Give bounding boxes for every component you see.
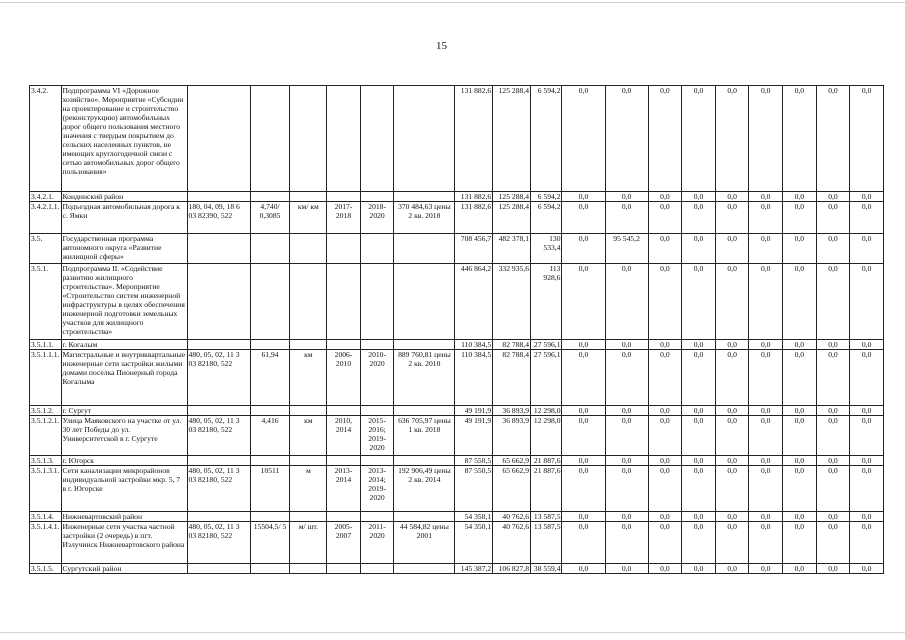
cell-v11: 0,0 [816, 264, 850, 340]
cell-v5: 0,0 [605, 192, 648, 202]
cell-name: Магистральные и внутриквартальные инженерные сети застройки жилыми домами поселка Пионерный города Когалыма [61, 350, 187, 406]
cell-kbk [187, 456, 250, 466]
cell-code: 3.5.1.5. [30, 564, 62, 574]
cell-v10: 0,0 [783, 264, 817, 340]
cell-kbk [187, 264, 250, 340]
cell-kbk [187, 86, 250, 192]
cell-v9: 0,0 [749, 192, 783, 202]
cell-period [327, 512, 361, 522]
cell-v10: 0,0 [783, 456, 817, 466]
cell-v3: 12 298,0 [530, 406, 562, 416]
cell-term [360, 340, 394, 350]
cell-v1: 131 882,6 [455, 86, 493, 192]
cell-v10: 0,0 [783, 86, 817, 192]
table-row [30, 340, 884, 350]
cell-v11: 0,0 [816, 192, 850, 202]
cell-v5: 0,0 [605, 350, 648, 406]
table-row [30, 522, 884, 564]
table-row [30, 456, 884, 466]
cell-name: Подпрограмма II. «Содействие развитию жилищного строительства». Мероприятие «Строительство систем инженерной инфраструктуры в целях обеспечения инженерной подготовки земельных участков для жилищного строительства» [61, 264, 187, 340]
cell-v4: 0,0 [562, 340, 605, 350]
table-row [30, 86, 884, 192]
cell-v12: 0,0 [850, 564, 884, 574]
cell-kbk: 480, 05, 02, 11 3 03 82180, 522 [187, 416, 250, 456]
cell-v1: 54 350,1 [455, 522, 493, 564]
cell-cost: 370 484,63 цены 2 кв. 2018 [394, 202, 455, 234]
cell-v2: 65 662,9 [493, 456, 531, 466]
cell-cost [394, 192, 455, 202]
cell-v8: 0,0 [715, 234, 749, 264]
cell-kbk: 480, 05, 02, 11 3 03 82180, 522 [187, 350, 250, 406]
cell-period: 2017-2018 [327, 202, 361, 234]
cell-v10: 0,0 [783, 522, 817, 564]
cell-term [360, 86, 394, 192]
cell-v9: 0,0 [749, 564, 783, 574]
cell-v10: 0,0 [783, 466, 817, 512]
cell-v5: 0,0 [605, 512, 648, 522]
cell-code: 3.5.1.4.1. [30, 522, 62, 564]
cell-v5: 0,0 [605, 522, 648, 564]
cell-v7: 0,0 [682, 234, 716, 264]
cell-v2: 36 893,9 [493, 406, 531, 416]
cell-v12: 0,0 [850, 512, 884, 522]
cell-v5: 0,0 [605, 466, 648, 512]
cell-cost [394, 512, 455, 522]
cell-v7: 0,0 [682, 202, 716, 234]
cell-v11: 0,0 [816, 350, 850, 406]
table-body [30, 86, 884, 574]
cell-term: 2011-2020 [360, 522, 394, 564]
cell-period [327, 456, 361, 466]
cell-v6: 0,0 [648, 86, 682, 192]
cell-cost [394, 340, 455, 350]
cell-term [360, 512, 394, 522]
cell-v4: 0,0 [562, 234, 605, 264]
cell-code: 3.5.1.2. [30, 406, 62, 416]
cell-v1: 110 384,5 [455, 340, 493, 350]
cell-v7: 0,0 [682, 264, 716, 340]
cell-code: 3.5.1.3.1. [30, 466, 62, 512]
cell-v7: 0,0 [682, 192, 716, 202]
cell-v3: 13 587,5 [530, 522, 562, 564]
cell-kbk: 180, 04, 09, 18 6 03 82390, 522 [187, 202, 250, 234]
cell-name: г. Югорск [61, 456, 187, 466]
cell-v7: 0,0 [682, 416, 716, 456]
cell-v5: 0,0 [605, 564, 648, 574]
cell-v12: 0,0 [850, 456, 884, 466]
cell-v4: 0,0 [562, 350, 605, 406]
cell-v8: 0,0 [715, 416, 749, 456]
cell-v2: 125 288,4 [493, 192, 531, 202]
cell-v7: 0,0 [682, 350, 716, 406]
cell-v2: 332 935,6 [493, 264, 531, 340]
cell-unit [290, 456, 327, 466]
cell-v3: 27 596,1 [530, 340, 562, 350]
cell-v12: 0,0 [850, 192, 884, 202]
cell-v12: 0,0 [850, 234, 884, 264]
cell-v1: 708 456,7 [455, 234, 493, 264]
cell-term: 2015-2016; 2019-2020 [360, 416, 394, 456]
cell-cost: 192 906,49 цены 2 кв. 2014 [394, 466, 455, 512]
cell-v4: 0,0 [562, 564, 605, 574]
cell-v8: 0,0 [715, 564, 749, 574]
cell-unit: км [290, 416, 327, 456]
cell-v6: 0,0 [648, 564, 682, 574]
cell-v11: 0,0 [816, 522, 850, 564]
cell-v6: 0,0 [648, 234, 682, 264]
cell-unit [290, 340, 327, 350]
cell-v7: 0,0 [682, 86, 716, 192]
cell-v3: 6 594,2 [530, 86, 562, 192]
cell-v1: 54 350,1 [455, 512, 493, 522]
cell-name: Сети канализации микрорайонов индивидуальной застройки мкр. 5, 7 в г. Югорске [61, 466, 187, 512]
cell-qty [250, 406, 290, 416]
cell-v7: 0,0 [682, 522, 716, 564]
cell-v8: 0,0 [715, 522, 749, 564]
cell-v6: 0,0 [648, 466, 682, 512]
cell-term: 2018-2020 [360, 202, 394, 234]
cell-cost: 636 705,97 цены 1 кв. 2018 [394, 416, 455, 456]
cell-qty [250, 234, 290, 264]
cell-v5: 95 545,2 [605, 234, 648, 264]
cell-name: г. Когалым [61, 340, 187, 350]
cell-v8: 0,0 [715, 456, 749, 466]
cell-v1: 87 550,5 [455, 456, 493, 466]
cell-unit: м [290, 466, 327, 512]
cell-qty [250, 564, 290, 574]
cell-v4: 0,0 [562, 406, 605, 416]
cell-kbk [187, 406, 250, 416]
cell-qty: 4,416 [250, 416, 290, 456]
cell-qty [250, 340, 290, 350]
cell-v4: 0,0 [562, 264, 605, 340]
cell-period [327, 340, 361, 350]
budget-table [29, 85, 884, 574]
cell-v7: 0,0 [682, 340, 716, 350]
cell-qty [250, 86, 290, 192]
cell-v1: 49 191,9 [455, 416, 493, 456]
cell-code: 3.5.1.3. [30, 456, 62, 466]
cell-term [360, 456, 394, 466]
cell-v9: 0,0 [749, 522, 783, 564]
table-row [30, 202, 884, 234]
table-row [30, 406, 884, 416]
cell-v2: 82 788,4 [493, 340, 531, 350]
cell-name: Сургутский район [61, 564, 187, 574]
cell-v1: 49 191,9 [455, 406, 493, 416]
cell-v11: 0,0 [816, 406, 850, 416]
cell-v8: 0,0 [715, 192, 749, 202]
cell-v4: 0,0 [562, 86, 605, 192]
cell-qty [250, 192, 290, 202]
cell-v12: 0,0 [850, 86, 884, 192]
cell-period [327, 192, 361, 202]
cell-v9: 0,0 [749, 202, 783, 234]
cell-unit [290, 192, 327, 202]
cell-code: 3.5.1. [30, 264, 62, 340]
cell-kbk: 480, 05, 02, 11 3 03 82180, 522 [187, 466, 250, 512]
cell-v2: 40 762,6 [493, 512, 531, 522]
scan-edge-bottom [0, 632, 905, 633]
cell-v5: 0,0 [605, 202, 648, 234]
cell-v12: 0,0 [850, 416, 884, 456]
cell-v5: 0,0 [605, 416, 648, 456]
cell-v10: 0,0 [783, 340, 817, 350]
cell-v2: 125 288,4 [493, 202, 531, 234]
cell-v4: 0,0 [562, 192, 605, 202]
cell-v2: 482 378,1 [493, 234, 531, 264]
cell-v1: 446 864,2 [455, 264, 493, 340]
cell-v6: 0,0 [648, 264, 682, 340]
cell-v9: 0,0 [749, 264, 783, 340]
cell-term [360, 192, 394, 202]
cell-v11: 0,0 [816, 456, 850, 466]
cell-qty: 4,740/ 0,3085 [250, 202, 290, 234]
cell-v6: 0,0 [648, 192, 682, 202]
cell-v10: 0,0 [783, 350, 817, 406]
cell-qty: 61,94 [250, 350, 290, 406]
cell-v10: 0,0 [783, 416, 817, 456]
cell-kbk [187, 234, 250, 264]
cell-v9: 0,0 [749, 86, 783, 192]
cell-term: 2013-2014; 2019-2020 [360, 466, 394, 512]
cell-v11: 0,0 [816, 564, 850, 574]
cell-name: Инженерные сети участка частной застройки (2 очередь) в пгт. Излучинск Нижневартовского района [61, 522, 187, 564]
cell-v3: 113 928,6 [530, 264, 562, 340]
scan-edge-top [0, 2, 905, 3]
cell-v2: 82 788,4 [493, 350, 531, 406]
cell-kbk [187, 512, 250, 522]
cell-code: 3.5.1.2.1. [30, 416, 62, 456]
cell-qty [250, 264, 290, 340]
cell-v6: 0,0 [648, 512, 682, 522]
cell-v4: 0,0 [562, 456, 605, 466]
cell-code: 3.5.1.1. [30, 340, 62, 350]
cell-v11: 0,0 [816, 202, 850, 234]
cell-v4: 0,0 [562, 522, 605, 564]
cell-v5: 0,0 [605, 264, 648, 340]
cell-v3: 13 587,5 [530, 512, 562, 522]
cell-v5: 0,0 [605, 456, 648, 466]
cell-v6: 0,0 [648, 406, 682, 416]
cell-v11: 0,0 [816, 416, 850, 456]
cell-kbk [187, 564, 250, 574]
cell-v10: 0,0 [783, 564, 817, 574]
cell-v10: 0,0 [783, 512, 817, 522]
cell-v11: 0,0 [816, 466, 850, 512]
cell-v1: 87 550,5 [455, 466, 493, 512]
cell-name: Подпрограмма VI «Дорожное хозяйство». Мероприятие «Субсидии на проектирование и строительство (реконструкцию) автомобильных дорог общего пользования местного значения с твердым покрытием до сельских населенных пунктов, не имеющих круглогодичной связи с сетью автомобильных дорог общего пользования» [61, 86, 187, 192]
cell-v7: 0,0 [682, 564, 716, 574]
cell-v6: 0,0 [648, 456, 682, 466]
cell-term [360, 234, 394, 264]
table-row [30, 192, 884, 202]
cell-v11: 0,0 [816, 86, 850, 192]
cell-name: Подъездная автомобильная дорога к с. Ямки [61, 202, 187, 234]
cell-unit [290, 234, 327, 264]
cell-cost [394, 86, 455, 192]
cell-v3: 21 887,6 [530, 456, 562, 466]
page-number: 15 [436, 40, 447, 52]
cell-unit [290, 406, 327, 416]
cell-unit [290, 564, 327, 574]
cell-v11: 0,0 [816, 512, 850, 522]
cell-v4: 0,0 [562, 466, 605, 512]
cell-v12: 0,0 [850, 350, 884, 406]
cell-code: 3.5. [30, 234, 62, 264]
cell-period: 2010, 2014 [327, 416, 361, 456]
cell-cost [394, 264, 455, 340]
cell-v8: 0,0 [715, 202, 749, 234]
cell-v3: 27 596,1 [530, 350, 562, 406]
cell-v12: 0,0 [850, 340, 884, 350]
cell-v11: 0,0 [816, 340, 850, 350]
cell-v3: 38 559,4 [530, 564, 562, 574]
cell-v6: 0,0 [648, 416, 682, 456]
cell-name: Кондинский район [61, 192, 187, 202]
cell-v3: 6 594,2 [530, 192, 562, 202]
cell-v1: 110 384,5 [455, 350, 493, 406]
cell-v1: 145 387,2 [455, 564, 493, 574]
cell-v6: 0,0 [648, 522, 682, 564]
cell-unit: км/ км [290, 202, 327, 234]
cell-v12: 0,0 [850, 466, 884, 512]
cell-v12: 0,0 [850, 522, 884, 564]
cell-v3: 6 594,2 [530, 202, 562, 234]
cell-v6: 0,0 [648, 202, 682, 234]
cell-cost [394, 456, 455, 466]
cell-v7: 0,0 [682, 512, 716, 522]
cell-v9: 0,0 [749, 234, 783, 264]
cell-term [360, 264, 394, 340]
cell-term: 2010-2020 [360, 350, 394, 406]
cell-v9: 0,0 [749, 466, 783, 512]
cell-v9: 0,0 [749, 416, 783, 456]
cell-v5: 0,0 [605, 406, 648, 416]
table-row [30, 512, 884, 522]
cell-v9: 0,0 [749, 406, 783, 416]
cell-period: 2013-2014 [327, 466, 361, 512]
cell-v2: 36 893,9 [493, 416, 531, 456]
cell-unit [290, 86, 327, 192]
cell-kbk [187, 340, 250, 350]
cell-v2: 106 827,8 [493, 564, 531, 574]
cell-v10: 0,0 [783, 234, 817, 264]
table-row [30, 234, 884, 264]
cell-v12: 0,0 [850, 406, 884, 416]
cell-term [360, 406, 394, 416]
cell-v3: 130 533,4 [530, 234, 562, 264]
cell-qty [250, 512, 290, 522]
cell-code: 3.4.2. [30, 86, 62, 192]
cell-v8: 0,0 [715, 512, 749, 522]
cell-name: г. Сургут [61, 406, 187, 416]
cell-unit [290, 512, 327, 522]
cell-v8: 0,0 [715, 466, 749, 512]
cell-cost: 889 760,81 цены 2 кв. 2010 [394, 350, 455, 406]
cell-code: 3.5.1.1.1. [30, 350, 62, 406]
cell-kbk [187, 192, 250, 202]
cell-v10: 0,0 [783, 202, 817, 234]
cell-qty: 10511 [250, 466, 290, 512]
cell-v2: 125 288,4 [493, 86, 531, 192]
cell-v8: 0,0 [715, 264, 749, 340]
cell-term [360, 564, 394, 574]
cell-kbk: 480, 05, 02, 11 3 03 82180, 522 [187, 522, 250, 564]
cell-period [327, 86, 361, 192]
cell-v2: 65 662,9 [493, 466, 531, 512]
cell-cost [394, 406, 455, 416]
cell-period: 2006-2010 [327, 350, 361, 406]
cell-v4: 0,0 [562, 202, 605, 234]
cell-v1: 131 882,6 [455, 202, 493, 234]
cell-name: Государственная программа автономного округа «Развитие жилищной сферы» [61, 234, 187, 264]
cell-v1: 131 882,6 [455, 192, 493, 202]
cell-code: 3.4.2.1. [30, 192, 62, 202]
cell-v7: 0,0 [682, 456, 716, 466]
cell-v6: 0,0 [648, 340, 682, 350]
cell-v10: 0,0 [783, 406, 817, 416]
cell-qty [250, 456, 290, 466]
cell-v9: 0,0 [749, 350, 783, 406]
table-row [30, 350, 884, 406]
table-row [30, 264, 884, 340]
cell-code: 3.4.2.1.1. [30, 202, 62, 234]
table-row [30, 466, 884, 512]
cell-v12: 0,0 [850, 264, 884, 340]
cell-v4: 0,0 [562, 512, 605, 522]
cell-cost [394, 234, 455, 264]
cell-v8: 0,0 [715, 340, 749, 350]
cell-v8: 0,0 [715, 350, 749, 406]
cell-v3: 12 298,0 [530, 416, 562, 456]
cell-v7: 0,0 [682, 406, 716, 416]
cell-v2: 40 762,6 [493, 522, 531, 564]
cell-v12: 0,0 [850, 202, 884, 234]
cell-v3: 21 887,6 [530, 466, 562, 512]
cell-v8: 0,0 [715, 86, 749, 192]
cell-period [327, 406, 361, 416]
cell-unit [290, 264, 327, 340]
cell-cost [394, 564, 455, 574]
cell-name: Нижневартовский район [61, 512, 187, 522]
cell-v7: 0,0 [682, 466, 716, 512]
cell-period [327, 564, 361, 574]
cell-cost: 44 584,82 цены 2001 [394, 522, 455, 564]
table-row [30, 416, 884, 456]
cell-unit: км [290, 350, 327, 406]
cell-v8: 0,0 [715, 406, 749, 416]
cell-v10: 0,0 [783, 192, 817, 202]
cell-v4: 0,0 [562, 416, 605, 456]
cell-period [327, 234, 361, 264]
cell-qty: 15504,5/ 5 [250, 522, 290, 564]
cell-period: 2005-2007 [327, 522, 361, 564]
cell-unit: м/ шт. [290, 522, 327, 564]
cell-period [327, 264, 361, 340]
cell-v9: 0,0 [749, 340, 783, 350]
cell-v6: 0,0 [648, 350, 682, 406]
cell-v5: 0,0 [605, 340, 648, 350]
cell-v9: 0,0 [749, 512, 783, 522]
cell-code: 3.5.1.4. [30, 512, 62, 522]
cell-v5: 0,0 [605, 86, 648, 192]
cell-name: Улица Маяковского на участке от ул. 30 лет Победы до ул. Университетской в г. Сургуте [61, 416, 187, 456]
cell-v11: 0,0 [816, 234, 850, 264]
table-row [30, 564, 884, 574]
cell-v9: 0,0 [749, 456, 783, 466]
